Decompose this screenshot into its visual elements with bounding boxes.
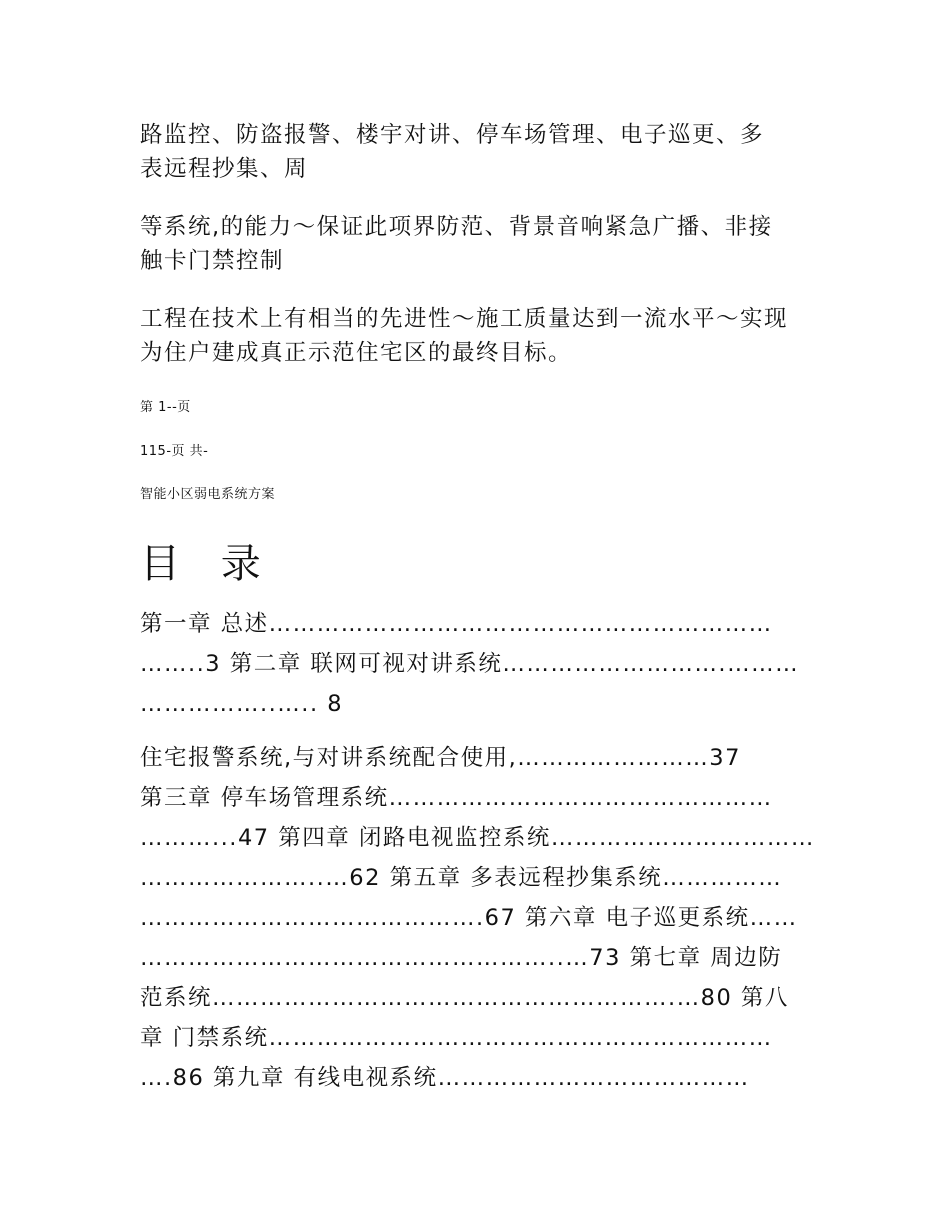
intro-line: 为住户建成真正示范住宅区的最终目标。 bbox=[140, 340, 573, 366]
intro-paragraph-1 bbox=[140, 118, 820, 186]
toc-block-2 bbox=[140, 738, 830, 1098]
toc-line: …………………………………….67 第六章 电子巡更系统…… bbox=[140, 905, 798, 931]
toc-line: ……..3 第二章 联网可视对讲系统……………………….……… bbox=[140, 651, 800, 677]
toc-line: ……………………………………………..…73 第七章 周边防 bbox=[140, 945, 783, 971]
total-pages-label: 115-页 共- bbox=[140, 444, 209, 459]
document-title: 智能小区弱电系统方案 bbox=[140, 487, 276, 502]
toc-line: 住宅报警系统,与对讲系统配合使用,……………………37 bbox=[140, 745, 741, 771]
toc-line: ….86 第九章 有线电视系统………………………………… bbox=[140, 1065, 750, 1091]
intro-paragraph-2 bbox=[140, 210, 820, 278]
intro-paragraph-3 bbox=[140, 302, 820, 370]
toc-line: 第一章 总述……………………………………………………… bbox=[140, 611, 773, 637]
toc-line: 章 门禁系统……………………………………………………… bbox=[140, 1025, 773, 1051]
toc-heading: 目 录 bbox=[140, 541, 275, 587]
intro-line: 路监控、防盗报警、楼宇对讲、停车场管理、电子巡更、多 bbox=[140, 122, 765, 148]
toc-line: ………...47 第四章 闭路电视监控系统…………………………… bbox=[140, 825, 815, 851]
toc-block-1 bbox=[140, 604, 830, 724]
toc-line: ……………..….. 8 bbox=[140, 691, 344, 717]
intro-line: 工程在技术上有相当的先进性～施工质量达到一流水平～实现 bbox=[140, 306, 789, 332]
toc-line: 范系统………………………………………………….…80 第八 bbox=[140, 985, 789, 1011]
toc-line: 第三章 停车场管理系统………………………………………… bbox=[140, 785, 773, 811]
intro-line: 表远程抄集、周 bbox=[140, 156, 309, 182]
intro-line: 等系统,的能力～保证此项界防范、背景音响紧急广播、非接 bbox=[140, 214, 773, 240]
page-number-label: 第 1--页 bbox=[140, 400, 191, 415]
intro-line: 触卡门禁控制 bbox=[140, 248, 285, 274]
toc-line: …………………..…62 第五章 多表远程抄集系统…………… bbox=[140, 865, 783, 891]
